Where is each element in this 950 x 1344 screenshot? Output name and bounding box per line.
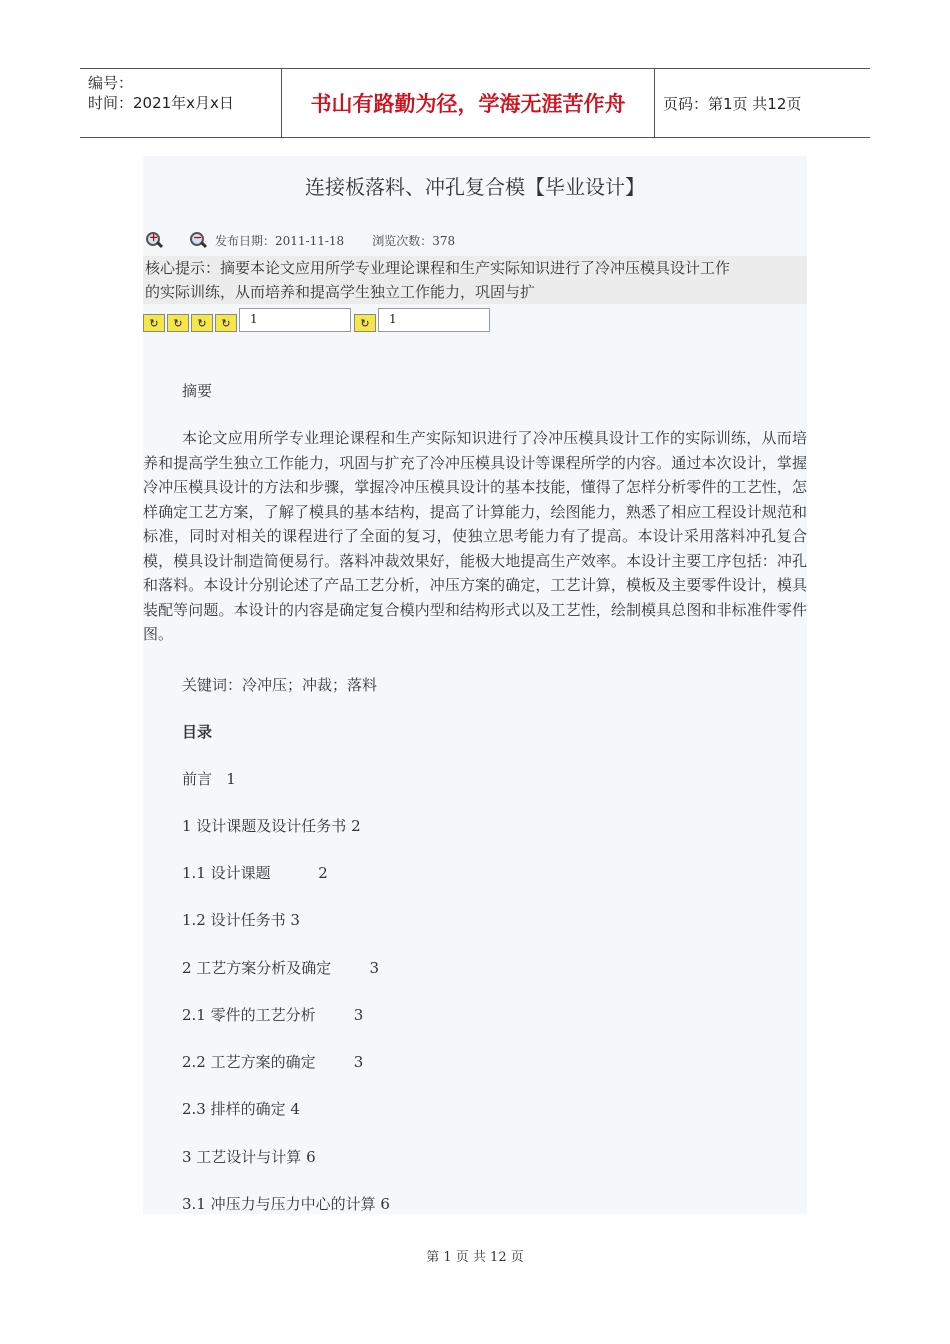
page-footer: 第 1 页 共 12 页 [426,1250,524,1265]
page-input[interactable]: 1 [378,308,490,332]
toc-title: 目录 [182,723,213,741]
header-motto: 书山有路勤为径，学海无涯苦作舟 [281,69,655,137]
toc-item: 1 设计课题及设计任务书 2 [182,817,361,835]
view-count: 浏览次数：378 [372,233,456,248]
document-header [80,68,870,138]
toc-item: 1.2 设计任务书 3 [182,911,300,929]
page-nav-icon[interactable]: ↻ [143,314,165,332]
zoom-out-icon[interactable]: − [189,231,207,249]
article-meta [143,228,455,252]
abstract-text: 本论文应用所学专业理论课程和生产实际知识进行了冷冲压模具设计工作的实际训练，从而培养和提高学生独立工作能力，巩固与扩充了冷冲压模具设计等课程所学的内容。通过本次设计，掌握冷冲压模具设计的方法和步骤，掌握冷冲压模具设计的基本技能，懂得了怎样分析零件的工艺性，怎样确定工艺方案，了解了模具的基本结构，提高了计算能力，绘图能力，熟悉了相应工程设计规范和标准，同时对相关的课程进行了全面的复习，使独立思考能力有了提高。本设计采用落料冲孔复合模，模具设计制造简便易行。落料冲裁效果好，能极大地提高生产效率。本设计主要工序包括：冲孔和落料。本设计分别论述了产品工艺分析，冲压方案的确定，工艺计算，模板及主要零件设计，模具装配等问题。本设计的内容是确定复合模内型和结构形式以及工艺性，绘制模具总图和非标准件零件图。 [143,429,807,643]
zoom-in-icon[interactable]: + [145,231,163,249]
number-label: 编号： [88,74,134,92]
page-nav-icon[interactable]: ↻ [215,314,237,332]
summary-tip [143,256,807,304]
page-navigator [143,306,351,332]
article-title: 连接板落料、冲孔复合模【毕业设计】 [305,175,645,199]
page-nav-icon[interactable]: ↻ [167,314,189,332]
tip-line-1: 核心提示：摘要本论文应用所学专业理论课程和生产实际知识进行了冷冲压模具设计工作 [145,259,731,277]
page-input[interactable]: 1 [239,308,351,332]
toc-item: 前言 1 [182,770,236,788]
toc-item: 2 工艺方案分析及确定 3 [182,959,380,977]
abstract-heading: 摘要 [182,382,213,400]
toc-item: 3 工艺设计与计算 6 [182,1148,316,1166]
page-nav-icon[interactable]: ↻ [354,314,376,332]
toc-item: 3.1 冲压力与压力中心的计算 6 [182,1195,390,1213]
tip-line-2: 的实际训练，从而培养和提高学生独立工作能力，巩固与扩 [145,283,536,301]
publish-date: 发布日期：2011-11-18 [215,233,345,248]
page-nav-icon[interactable]: ↻ [191,314,213,332]
keywords: 关键词：冷冲压；冲裁；落料 [182,676,378,694]
page-navigator-2 [354,306,490,332]
toc-item: 2.3 排样的确定 4 [182,1100,300,1118]
header-page-info: 页码：第1页 共12页 [663,95,802,113]
toc-item: 2.1 零件的工艺分析 3 [182,1006,364,1024]
toc-item: 2.2 工艺方案的确定 3 [182,1053,364,1071]
toc-item: 1.1 设计课题 2 [182,864,328,882]
header-meta [88,73,280,113]
time-label: 时间：2021年x月x日 [88,94,234,112]
